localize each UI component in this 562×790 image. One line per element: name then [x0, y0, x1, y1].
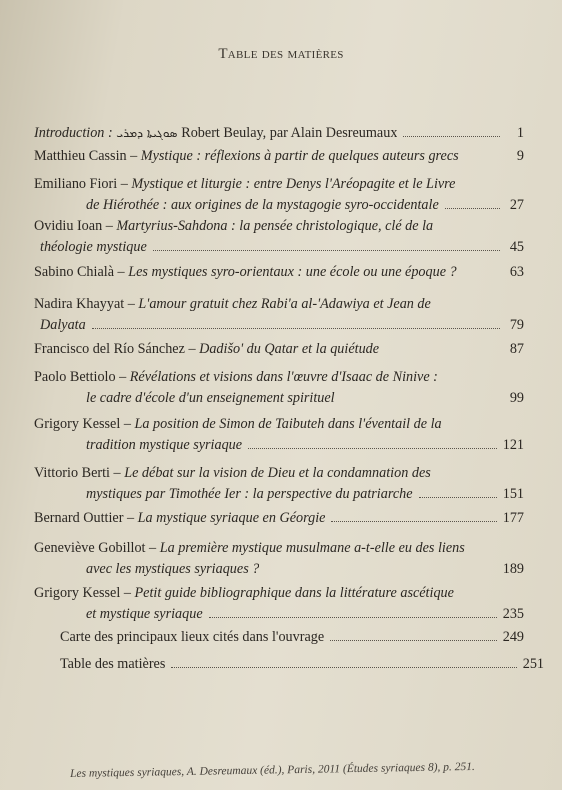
toc-entry — [34, 216, 524, 258]
entry-title: – La mystique syriaque en Géorgie — [123, 510, 326, 526]
entry-page: 151 — [502, 486, 524, 502]
leader-space — [265, 572, 496, 573]
toc-entry — [60, 627, 524, 648]
entry-title: – L'amour gratuit chez Rabi'a al-'Adawiya et Jean de — [124, 296, 431, 312]
entry-title: – Dadišo' du Qatar et la quiétude — [184, 341, 380, 357]
entry-page: 27 — [509, 197, 524, 213]
entry-page: 1 — [516, 125, 524, 141]
entry-page: 189 — [502, 561, 524, 577]
entry-page: 79 — [509, 317, 524, 333]
entry-author: Sabino Chialà — [34, 264, 114, 280]
entry-page: 99 — [509, 390, 524, 406]
entry-title: – Mystique et liturgie : entre Denys l'Aréopagite et le Livre — [117, 176, 456, 192]
entry-title: – Petit guide bibliographique dans la littérature ascétique — [120, 585, 454, 601]
entry-title: – Le débat sur la vision de Dieu et la condamnation des — [110, 465, 431, 481]
entry-title: – Mystique : réflexions à partir de quelques auteurs grecs — [126, 148, 459, 164]
leader-dots — [403, 136, 500, 137]
toc-entry — [34, 294, 524, 336]
toc-entry — [34, 414, 524, 456]
entry-title: – Martyrius-Sahdona : la pensée christologique, clé de la — [102, 218, 434, 234]
leader-space — [463, 275, 500, 276]
entry-title-continued: mystiques par Timothée Ier : la perspective du patriarche — [86, 486, 413, 502]
leader-dots — [445, 208, 500, 209]
entry-author: Vittorio Berti — [34, 465, 110, 481]
leader-dots — [331, 521, 496, 522]
entry-author: Bernard Outtier — [34, 510, 124, 526]
leader-space — [385, 352, 500, 353]
entry-author: Matthieu Cassin — [34, 148, 127, 164]
entry-page: 87 — [509, 341, 524, 357]
entry-label: Introduction : — [34, 125, 117, 141]
toc-entry — [34, 583, 524, 625]
leader-space — [341, 401, 500, 402]
toc-entry — [34, 538, 524, 580]
toc-entry — [34, 262, 524, 283]
toc-entry — [34, 339, 524, 360]
entry-author: Grigory Kessel — [34, 416, 121, 432]
entry-title-continued: théologie mystique — [40, 239, 147, 255]
toc-entry — [34, 146, 524, 167]
entry-author: Emiliano Fiori — [34, 176, 118, 192]
toc-entry — [34, 508, 524, 529]
entry-title: Table des matières — [60, 656, 166, 672]
entry-title: Carte des principaux lieux cités dans l'ouvrage — [60, 629, 325, 645]
leader-dots — [171, 667, 516, 668]
entry-author: Geneviève Gobillot — [34, 540, 146, 556]
entry-title: – Révélations et visions dans l'œuvre d'Isaac de Ninive : — [115, 369, 438, 385]
toc-entry — [34, 174, 524, 216]
entry-page: 249 — [502, 629, 524, 645]
leader-dots — [92, 328, 500, 329]
entry-author: Grigory Kessel — [34, 585, 121, 601]
entry-author: Paolo Bettiolo — [34, 369, 116, 385]
entry-title-continued: tradition mystique syriaque — [86, 437, 243, 453]
toc-entry — [34, 367, 524, 409]
entry-title-continued: Dalyata — [40, 317, 86, 333]
entry-title: – Les mystiques syro-orientaux : une école ou une époque ? — [114, 264, 457, 280]
entry-title-continued: de Hiérothée : aux origines de la mystagogie syro-occidentale — [86, 197, 439, 213]
entry-page: 63 — [509, 264, 524, 280]
toc-entry — [60, 654, 544, 675]
entry-title-continued: et mystique syriaque — [86, 606, 203, 622]
leader-space — [465, 159, 500, 160]
syriac-text: ܣܘܓܝܬܐ ܕܡܪܝ — [116, 126, 182, 140]
leader-dots — [248, 448, 497, 449]
leader-dots — [153, 250, 500, 251]
entry-page: 251 — [522, 656, 544, 672]
leader-dots — [330, 640, 497, 641]
toc-entry — [34, 123, 524, 144]
entry-author: Francisco del Río Sánchez — [34, 341, 185, 357]
entry-page: 45 — [509, 239, 524, 255]
footer-citation: Les mystiques syriaques, A. Desreumaux (éd.), Paris, 2011 (Études syriaques 8), p. 251. — [70, 760, 475, 780]
entry-page: 235 — [502, 606, 524, 622]
entry-title: – La position de Simon de Taibuteh dans l'éventail de la — [120, 416, 442, 432]
entry-author: Ovidiu Ioan — [34, 218, 103, 234]
entry-page: 177 — [502, 510, 524, 526]
entry-title-continued: le cadre d'école d'un enseignement spirituel — [86, 390, 335, 406]
entry-page: 9 — [516, 148, 524, 164]
entry-author: Nadira Khayyat — [34, 296, 125, 312]
page-title: Table des matières — [218, 46, 344, 62]
entry-title-continued: avec les mystiques syriaques ? — [86, 561, 260, 577]
leader-dots — [419, 497, 497, 498]
entry-title: Robert Beulay, par Alain Desreumaux — [181, 125, 398, 141]
toc-entry — [34, 463, 524, 505]
leader-dots — [209, 617, 497, 618]
entry-page: 121 — [502, 437, 524, 453]
entry-title: – La première mystique musulmane a-t-elle eu des liens — [145, 540, 465, 556]
